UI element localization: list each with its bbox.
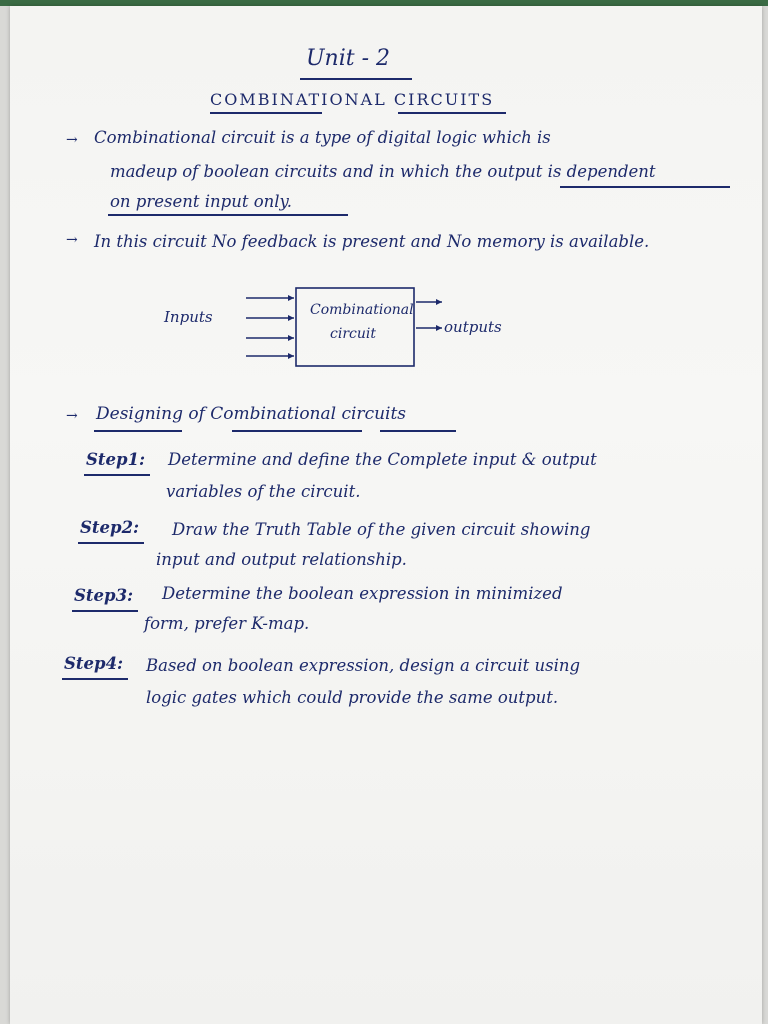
heading-underline-1 [210,112,322,114]
notebook-page [10,6,762,1024]
step2-line2: input and output relationship. [156,550,407,569]
step4-underline [62,678,128,680]
designing-underline-1 [94,430,182,432]
step4-line1: Based on boolean expression, design a circuit using [146,656,581,675]
diagram-inputs-label: Inputs [164,308,213,326]
bullet1-line3: on present input only. [110,192,292,211]
title-underline [300,78,412,80]
step1-label: Step1: [86,450,146,469]
step1-line1: Determine and define the Complete input & output [168,450,597,469]
step4-line2: logic gates which could provide the same output. [146,688,559,707]
page-title: Unit - 2 [306,46,391,71]
bullet1-line1: Combinational circuit is a type of digital logic which is [94,128,551,147]
bullet1-line2: madeup of boolean circuits and in which the output is dependent [110,162,656,181]
section-heading: COMBINATIONAL CIRCUITS [210,90,495,109]
step2-label: Step2: [80,518,140,537]
designing-underline-2 [232,430,362,432]
step2-line1: Draw the Truth Table of the given circuit showing [172,520,591,539]
step2-underline [78,542,144,544]
step1-underline [84,474,150,476]
designing-heading: Designing of Combinational circuits [96,404,407,424]
arrow-bullet-icon: → [66,232,78,248]
bullet1-underline-a [560,186,730,188]
arrow-bullet-icon: → [66,132,78,148]
step3-underline [72,610,138,612]
designing-underline-3 [380,430,456,432]
step4-label: Step4: [64,654,124,673]
bullet1-underline-b [108,214,348,216]
diagram-outputs-label: outputs [444,318,502,336]
heading-underline-2 [398,112,506,114]
step3-line2: form, prefer K-map. [144,614,310,633]
bullet2-line1: In this circuit No feedback is present and No memory is available. [94,232,650,251]
step1-line2: variables of the circuit. [166,482,361,501]
step3-line1: Determine the boolean expression in minimized [162,584,563,603]
diagram-box-line1: Combinational [310,302,414,318]
diagram-box-line2: circuit [330,326,376,342]
step3-label: Step3: [74,586,134,605]
arrow-bullet-icon: → [66,408,78,424]
